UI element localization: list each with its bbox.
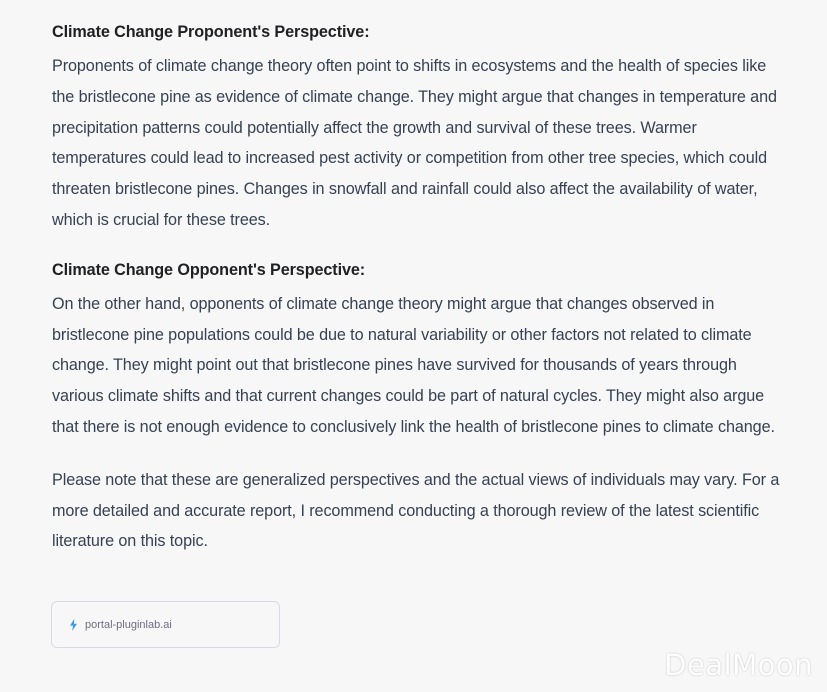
watermark-logo: DealMoon — [664, 648, 813, 682]
proponent-section — [52, 20, 782, 236]
source-label: portal-pluginlab.ai — [85, 618, 172, 631]
plugin-source-link[interactable] — [51, 601, 280, 648]
note-section — [52, 465, 782, 557]
note-paragraph: Please note that these are generalized perspectives and the actual views of individuals may vary. For a more detailed and accurate report, I recommend conducting a thorough review of the latest scientific literature on this topic. — [52, 470, 780, 551]
section-heading: Climate Change Opponent's Perspective: — [52, 260, 366, 279]
section-paragraph: On the other hand, opponents of climate change theory might argue that changes observed in bristlecone pine populations could be due to natural variability or other factors not related to climate change. They might point out that bristlecone pines have survived for thousands of years through various climate shifts and that current changes could be part of natural cycles. They might also argue that there is not enough evidence to conclusively link the health of bristlecone pines to climate change. — [52, 294, 775, 436]
opponent-section — [52, 258, 782, 443]
bolt-icon — [69, 619, 79, 631]
section-paragraph: Proponents of climate change theory often point to shifts in ecosystems and the health of species like the bristlecone pine as evidence of climate change. They might argue that changes in temperature and precipitation patterns could potentially affect the growth and survival of these trees. Warmer temperatures could lead to increased pest activity or competition from other tree species, which could threaten bristlecone pines. Changes in snowfall and rainfall could also affect the availability of water, which is crucial for these trees. — [52, 57, 777, 229]
section-heading: Climate Change Proponent's Perspective: — [52, 23, 370, 41]
assistant-message — [52, 20, 782, 557]
